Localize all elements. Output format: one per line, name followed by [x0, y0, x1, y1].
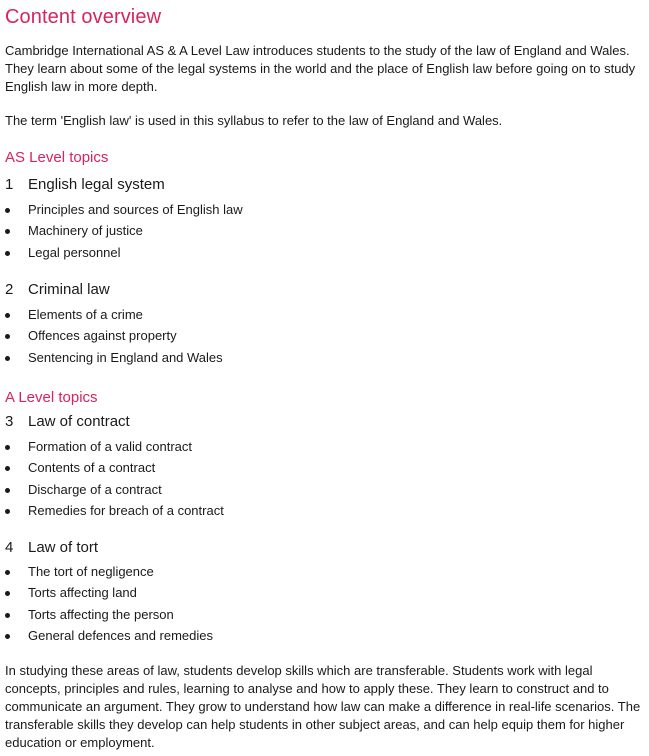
list-item — [5, 306, 223, 327]
bullet-icon — [5, 251, 10, 256]
closing-paragraph: In studying these areas of law, students develop skills which are transferable. Students work with legal concepts, principles and rules, learning to analyse and how to apply these. They learn to construct and to communicate an argument. They grow to understand how law can make a difference in real-life scenarios. The transferable skills they develop can help students in other subject areas, and can help equip them for higher education or employment. — [5, 663, 641, 750]
topic-number: 3 — [5, 413, 14, 430]
list-item — [5, 327, 223, 348]
list-item — [5, 563, 213, 584]
bullet-icon — [5, 591, 10, 596]
list-item-text: Contents of a contract — [28, 460, 156, 476]
topic-heading — [5, 281, 110, 298]
topic-title: English legal system — [28, 176, 165, 193]
topic-title: Criminal law — [28, 281, 110, 298]
bullet-icon — [5, 570, 10, 575]
bullet-icon — [5, 634, 10, 639]
topic-bullet-list — [5, 563, 213, 648]
list-item-text: Sentencing in England and Wales — [28, 349, 223, 365]
topic-heading — [5, 176, 165, 193]
bullet-icon — [5, 356, 10, 361]
page-title: Content overview — [5, 6, 162, 28]
bullet-icon — [5, 445, 10, 450]
topic-bullet-list — [5, 438, 224, 523]
list-item — [5, 201, 243, 222]
bullet-icon — [5, 488, 10, 493]
list-item-text: Legal personnel — [28, 244, 121, 260]
list-item — [5, 481, 224, 502]
list-item — [5, 244, 243, 265]
list-item-text: Elements of a crime — [28, 307, 143, 322]
topic-title: Law of tort — [28, 539, 99, 556]
intro-note-paragraph: The term 'English law' is used in this syllabus to refer to the law of England and Wales. — [5, 113, 503, 128]
topic-number: 2 — [5, 281, 14, 298]
list-item-text: Machinery of justice — [28, 223, 143, 239]
bullet-icon — [5, 466, 10, 471]
bullet-icon — [5, 313, 10, 318]
list-item — [5, 627, 213, 648]
list-item — [5, 584, 213, 605]
topic-title: Law of contract — [28, 413, 130, 430]
list-item — [5, 606, 213, 627]
list-item — [5, 222, 243, 243]
bullet-icon — [5, 613, 10, 618]
list-item — [5, 438, 224, 459]
list-item-text: Principles and sources of English law — [28, 202, 243, 217]
topic-number: 1 — [5, 176, 14, 193]
as-level-heading: AS Level topics — [5, 149, 109, 166]
list-item-text: Torts affecting the person — [28, 606, 174, 622]
bullet-icon — [5, 334, 10, 339]
list-item-text: General defences and remedies — [28, 627, 214, 643]
list-item-text: Formation of a valid contract — [28, 439, 193, 454]
bullet-icon — [5, 229, 10, 234]
list-item — [5, 349, 223, 370]
intro-paragraph: Cambridge International AS & A Level Law introduces students to the study of the law of England and Wales. They learn about some of the legal systems in the world and the place of English law before going on to study English law in more depth. — [5, 43, 636, 94]
topic-heading — [5, 413, 130, 430]
list-item-text: Remedies for breach of a contract — [28, 502, 224, 518]
list-item-text: Discharge of a contract — [28, 481, 162, 497]
topic-bullet-list — [5, 306, 223, 370]
list-item — [5, 459, 224, 480]
topic-heading — [5, 539, 98, 556]
bullet-icon — [5, 208, 10, 213]
list-item-text: Offences against property — [28, 328, 177, 344]
topic-bullet-list — [5, 201, 243, 265]
topic-number: 4 — [5, 539, 14, 556]
list-item-text: Torts affecting land — [28, 585, 137, 601]
list-item-text: The tort of negligence — [28, 564, 154, 579]
list-item — [5, 502, 224, 523]
a-level-heading: A Level topics — [5, 389, 98, 406]
bullet-icon — [5, 509, 10, 514]
